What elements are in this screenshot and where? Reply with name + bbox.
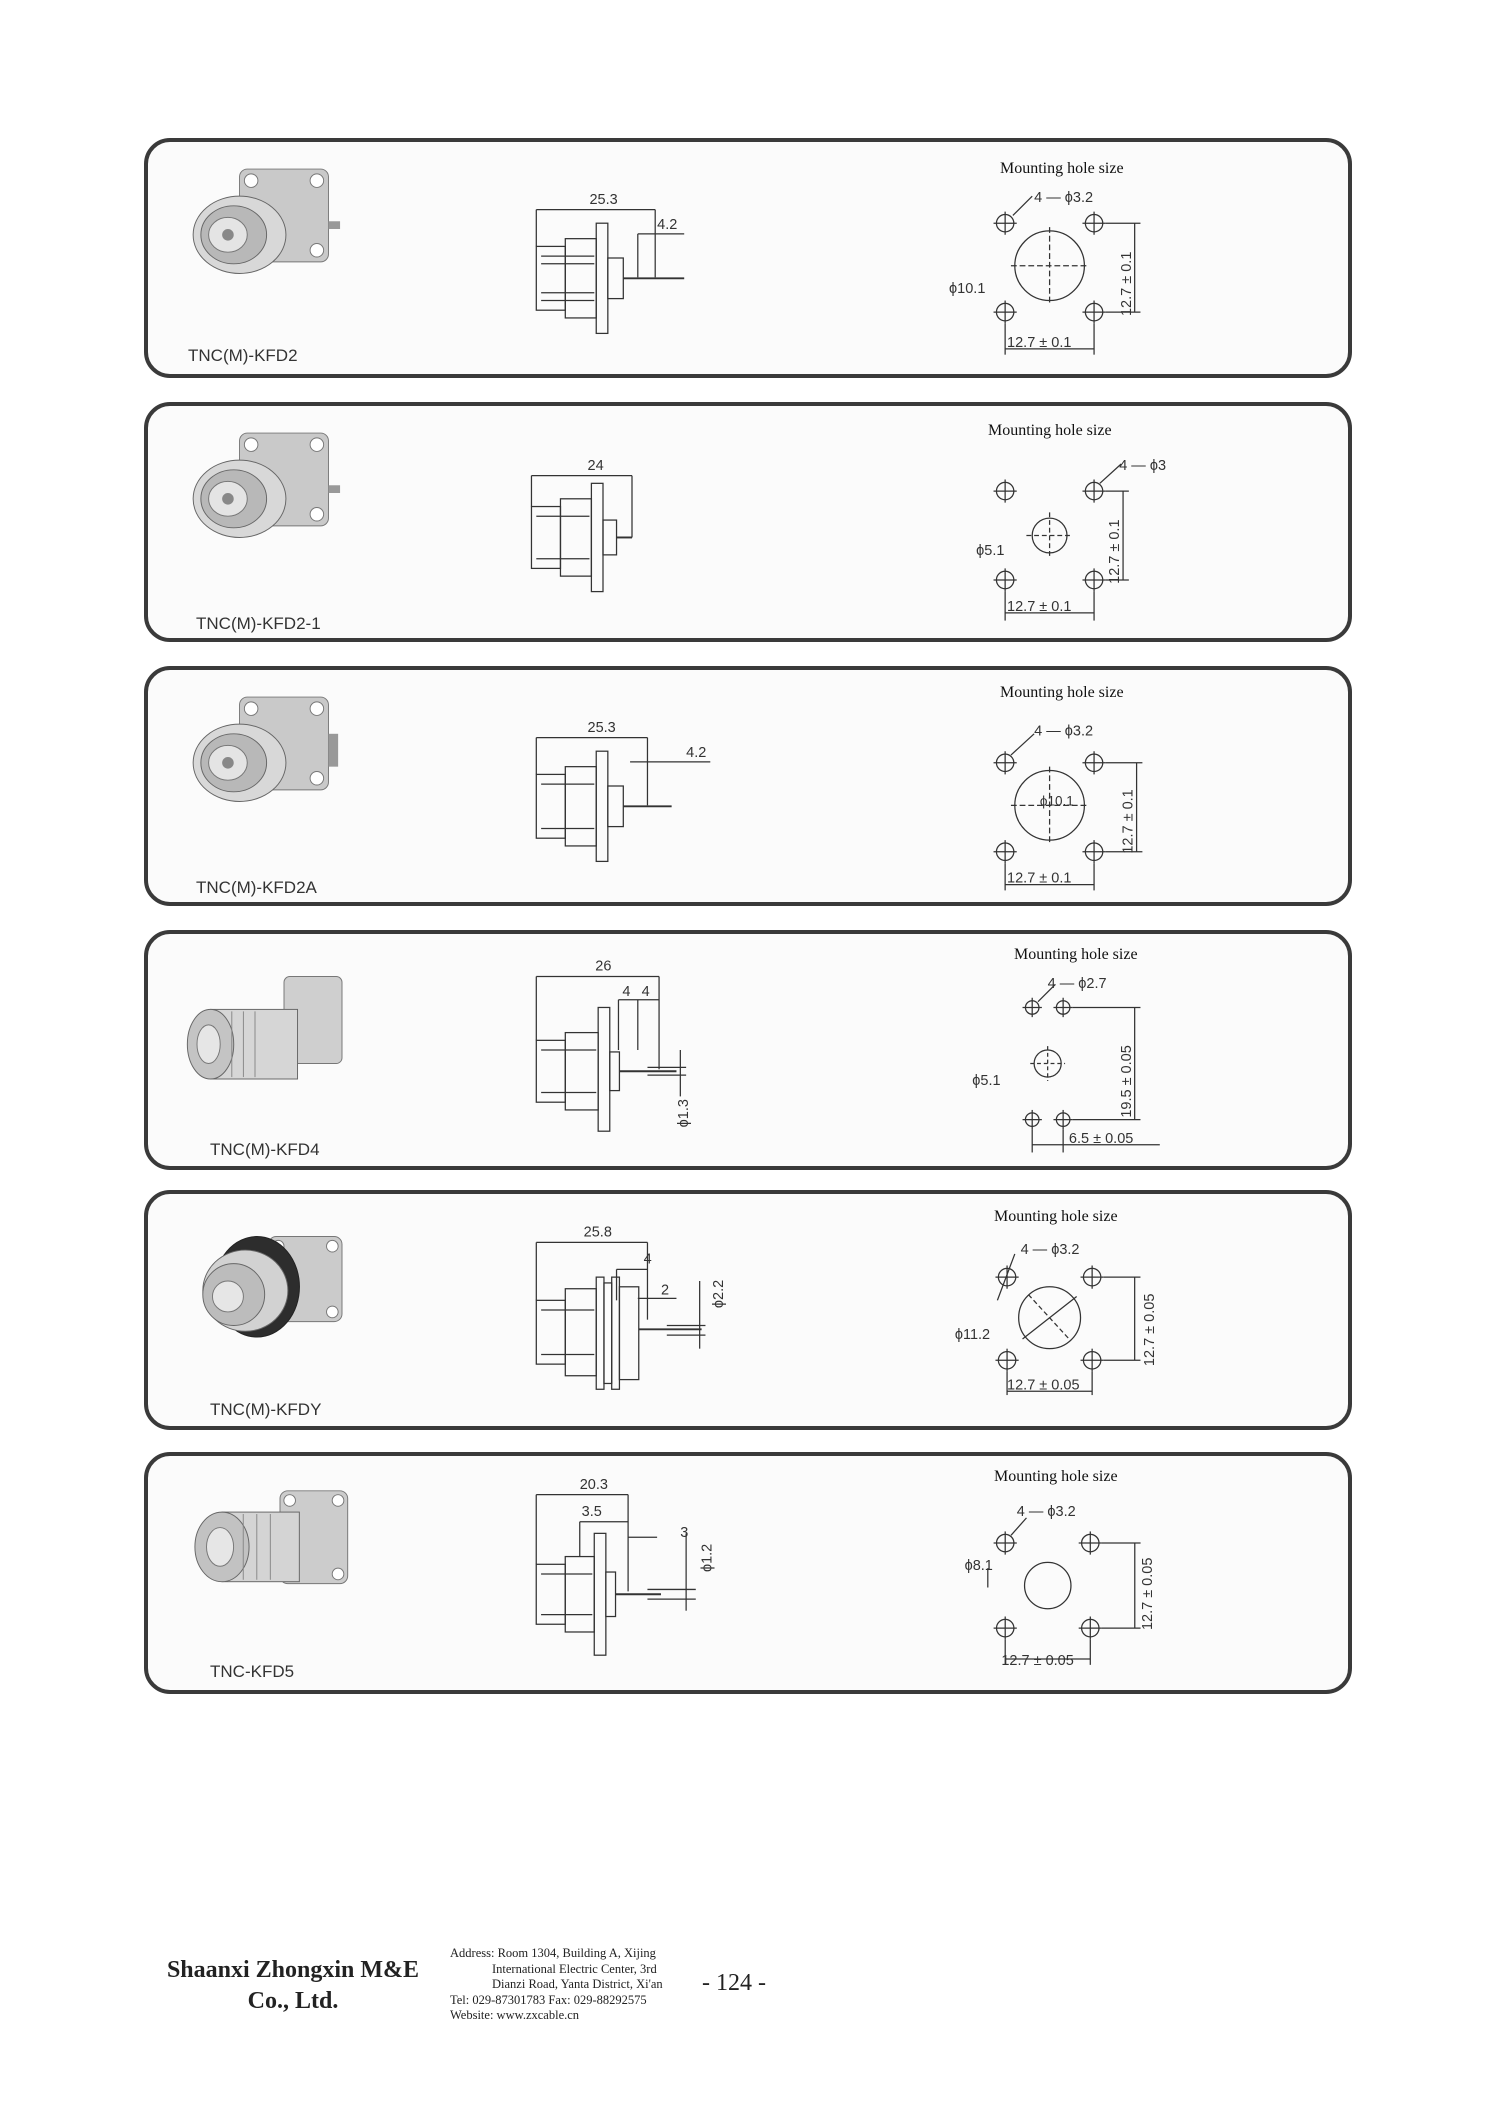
connector-photo xyxy=(193,169,340,273)
mounting-hole-diagram xyxy=(1023,984,1160,1152)
horizontal-spacing-label: 12.7 ± 0.1 xyxy=(1007,870,1072,887)
side-dim-pin: 4.2 xyxy=(686,745,707,761)
side-view-drawing xyxy=(531,476,632,592)
side-dim-length: 26 xyxy=(595,958,612,975)
vertical-spacing-label: 12.7 ± 0.05 xyxy=(1142,1293,1158,1367)
center-diameter-label: ϕ8.1 xyxy=(964,1558,993,1575)
mounting-hole-title: Mounting hole size xyxy=(988,422,1112,439)
mounting-hole-title: Mounting hole size xyxy=(1000,160,1124,177)
center-diameter-label: ϕ5.1 xyxy=(972,1072,1001,1089)
mounting-hole-title: Mounting hole size xyxy=(1000,684,1124,701)
side-dim-pin: 2 xyxy=(661,1282,670,1299)
side-dim-pin: 3 xyxy=(680,1525,689,1542)
website: Website: www.zxcable.cn xyxy=(450,2008,580,2022)
company-contact xyxy=(450,1946,663,2024)
side-view-drawing xyxy=(536,1242,705,1389)
product-drawing xyxy=(148,1194,1348,1426)
model-label: TNC(M)-KFD4 xyxy=(210,1140,320,1159)
side-dim-pin-diameter: ϕ1.2 xyxy=(699,1543,716,1573)
company-name-line2: Co., Ltd. xyxy=(247,1988,339,2014)
hole-count-label: 4 — ϕ3.2 xyxy=(1034,723,1094,740)
hole-count-label: 4 — ϕ3 xyxy=(1119,457,1167,474)
address-line3: Dianzi Road, Yanta District, Xi'an xyxy=(492,1977,663,1991)
model-label: TNC-KFD5 xyxy=(210,1662,295,1681)
model-label: TNC(M)-KFD2 xyxy=(188,346,298,365)
hole-count-label: 4 — ϕ2.7 xyxy=(1047,976,1107,993)
company-name-line1: Shaanxi Zhongxin M&E xyxy=(166,1957,420,1983)
product-drawing xyxy=(148,406,1348,638)
vertical-spacing-label: 12.7 ± 0.05 xyxy=(1140,1557,1157,1631)
mounting-hole-title: Mounting hole size xyxy=(994,1208,1118,1225)
mounting-hole-diagram xyxy=(988,1518,1141,1665)
product-drawing xyxy=(148,142,1348,374)
connector-photo xyxy=(193,433,340,537)
connector-photo xyxy=(203,1237,342,1338)
mounting-hole-title: Mounting hole size xyxy=(994,1468,1118,1485)
center-diameter-label: ϕ10.1 xyxy=(949,280,986,297)
horizontal-spacing-label: 12.7 ± 0.05 xyxy=(1007,1377,1080,1394)
side-dim-pin: 4.2 xyxy=(657,217,678,233)
hole-count-label: 4 — ϕ3.2 xyxy=(1020,1241,1080,1258)
company-name xyxy=(148,1955,438,2017)
mounting-hole-title: Mounting hole size xyxy=(1014,946,1138,963)
side-dim-flange: 4 xyxy=(643,1251,652,1268)
product-panel-kfd4 xyxy=(144,930,1352,1170)
side-dim-pin: 4 xyxy=(641,983,650,1000)
vertical-spacing-label: 12.7 ± 0.1 xyxy=(1120,789,1137,854)
vertical-spacing-label: 12.7 ± 0.1 xyxy=(1107,519,1124,584)
product-panel-kfdy xyxy=(144,1190,1352,1430)
connector-photo xyxy=(193,697,338,801)
product-panel-kfd2-1 xyxy=(144,402,1352,642)
model-label: TNC(M)-KFDY xyxy=(210,1400,322,1419)
side-dim-length: 25.8 xyxy=(583,1224,612,1241)
side-view-drawing xyxy=(536,1495,696,1656)
product-drawing xyxy=(148,670,1348,902)
mounting-hole-diagram xyxy=(995,1254,1140,1395)
horizontal-spacing-label: 12.7 ± 0.05 xyxy=(1001,1652,1074,1669)
product-panel-kfd5 xyxy=(144,1452,1352,1694)
side-dim-length: 25.3 xyxy=(587,719,616,736)
model-label: TNC(M)-KFD2A xyxy=(196,878,317,897)
product-drawing xyxy=(148,1456,1348,1690)
connector-photo xyxy=(195,1491,348,1584)
hole-count-label: 4 — ϕ3.2 xyxy=(1016,1503,1076,1520)
side-dim-length: 24 xyxy=(587,457,604,474)
horizontal-spacing-label: 6.5 ± 0.05 xyxy=(1068,1130,1134,1147)
connector-photo xyxy=(187,977,342,1079)
vertical-spacing-label: 19.5 ± 0.05 xyxy=(1118,1045,1135,1118)
product-drawing xyxy=(148,934,1348,1166)
side-view-drawing xyxy=(536,738,710,862)
side-dim-pin-diameter: ϕ2.2 xyxy=(710,1279,727,1309)
product-panel-kfd2 xyxy=(144,138,1352,378)
side-dim-body: 3.5 xyxy=(581,1503,602,1520)
model-label: TNC(M)-KFD2-1 xyxy=(196,614,321,633)
horizontal-spacing-label: 12.7 ± 0.1 xyxy=(1007,334,1072,351)
product-panel-kfd2a xyxy=(144,666,1352,906)
side-dim-pin-diameter: ϕ1.3 xyxy=(676,1099,693,1128)
hole-count-label: 4 — ϕ3.2 xyxy=(1034,189,1094,206)
tel-fax: Tel: 029-87301783 Fax: 029-88292575 xyxy=(450,1992,647,2007)
center-diameter-label: ϕ11.2 xyxy=(954,1327,991,1343)
side-view-drawing xyxy=(536,977,686,1132)
vertical-spacing-label: 12.7 ± 0.1 xyxy=(1118,251,1135,316)
horizontal-spacing-label: 12.7 ± 0.1 xyxy=(1007,598,1072,615)
side-dim-flange: 4 xyxy=(622,983,631,1000)
center-diameter-label: ϕ5.1 xyxy=(976,542,1005,559)
center-diameter-label: ϕ10.1 xyxy=(1039,793,1074,809)
address-line1: Address: Room 1304, Building A, Xijing xyxy=(450,1946,656,1960)
page-number: - 124 - xyxy=(702,1970,766,1996)
address-line2: International Electric Center, 3rd xyxy=(492,1961,657,1976)
side-dim-length: 25.3 xyxy=(589,191,618,208)
side-dim-length: 20.3 xyxy=(579,1476,608,1493)
